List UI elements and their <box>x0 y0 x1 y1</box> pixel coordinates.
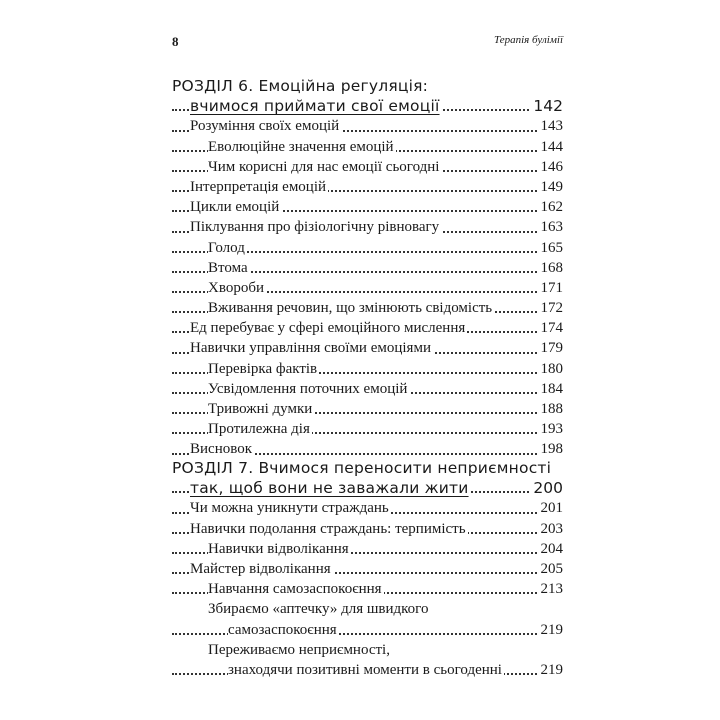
toc-entry-page: 219 <box>538 660 564 680</box>
toc-entry <box>172 579 563 599</box>
toc-entry <box>172 620 563 640</box>
toc-entry-label: Втома <box>208 259 248 276</box>
toc-entry-label: самозаспокоєння <box>228 621 337 638</box>
toc-section-6 <box>172 76 563 460</box>
page-number: 8 <box>172 34 179 49</box>
toc-entry-label: Розуміння своїх емоцій <box>190 118 340 135</box>
toc-entry <box>172 539 563 559</box>
toc-entry-label: Чим корисні для нас емоції сьогодні <box>208 158 440 175</box>
toc-entry-label: Ед перебуває у сфері емоційного мислення <box>190 320 466 337</box>
toc-entry-label: Вживання речовин, що змінюють свідомість <box>208 300 493 317</box>
section-7-title <box>172 458 563 478</box>
toc-entry-label: Майстер відволікання <box>190 560 331 577</box>
toc-entry <box>172 258 563 278</box>
toc-entry-page: 171 <box>538 278 564 298</box>
section-7-title-line1: РОЗДІЛ 7. Вчимося переносити неприємності <box>172 459 552 477</box>
toc-entry <box>172 359 563 379</box>
section-7-page: 200 <box>530 478 563 498</box>
toc-entry-page: 188 <box>538 399 564 419</box>
running-title: Терапія булімії <box>494 34 563 46</box>
toc-entry <box>172 439 563 459</box>
toc-entry <box>172 419 563 439</box>
toc-entry-page: 203 <box>538 519 564 539</box>
toc-entry-label: Піклування про фізіологічну рівновагу <box>190 219 440 236</box>
toc-entry-label: Інтерпретація емоцій <box>190 178 327 195</box>
toc-entry-page: 201 <box>538 498 564 518</box>
toc-entry-page: 144 <box>538 137 564 157</box>
toc-entry-label: Навички подолання страждань: терпимість <box>190 520 466 537</box>
toc-entry-page: 162 <box>538 197 564 217</box>
toc-entry <box>172 379 563 399</box>
toc-entry-page: 205 <box>538 559 564 579</box>
toc-entry <box>172 157 563 177</box>
toc-entry <box>172 116 563 136</box>
toc-entry <box>172 318 563 338</box>
section-6-title-line1: РОЗДІЛ 6. Емоційна регуляція: <box>172 77 429 95</box>
toc-entry-page: 180 <box>538 359 564 379</box>
toc-entry <box>172 660 563 680</box>
toc-entry <box>172 137 563 157</box>
dot-leader <box>172 633 537 635</box>
toc-entry <box>172 298 563 318</box>
toc-entry <box>172 278 563 298</box>
toc-entry <box>172 399 563 419</box>
toc-entry-page: 143 <box>538 116 564 136</box>
section-6-title <box>172 76 563 96</box>
toc-entry <box>172 217 563 237</box>
section-6-entries <box>172 116 563 459</box>
toc-entry-page: 149 <box>538 177 564 197</box>
section-6-page: 142 <box>530 96 563 116</box>
toc-entry-page: 204 <box>538 539 564 559</box>
toc-entry-page: 219 <box>538 620 564 640</box>
toc-entry <box>172 498 563 518</box>
toc-entry-label: Навчання самозаспокоєння <box>208 581 382 598</box>
toc-entry <box>172 640 563 660</box>
toc-entry-page: 193 <box>538 419 564 439</box>
toc-entry-label: Навички відволікання <box>208 540 349 557</box>
section-7-entries <box>172 498 563 680</box>
toc-entry <box>172 519 563 539</box>
toc-entry-label: Голод <box>208 239 245 256</box>
toc-entry-label: Переживаємо неприємності, <box>208 641 390 658</box>
toc-entry-page: 146 <box>538 157 564 177</box>
toc-section-7 <box>172 458 563 680</box>
toc-entry-page: 172 <box>538 298 564 318</box>
section-6-title-line2: вчимося приймати свої емоції <box>190 97 440 116</box>
toc-entry-page: 184 <box>538 379 564 399</box>
toc-entry <box>172 338 563 358</box>
toc-entry <box>172 197 563 217</box>
toc-entry-label: Перевірка фактів <box>208 360 318 377</box>
section-6-title-row2 <box>172 96 563 116</box>
toc-entry <box>172 238 563 258</box>
toc-entry-label: Збираємо «аптечку» для швидкого <box>208 601 429 618</box>
toc-entry-page: 168 <box>538 258 564 278</box>
section-7-title-row2 <box>172 478 563 498</box>
toc-entry-label: Навички управління своїми емоціями <box>190 340 431 357</box>
toc-entry-page: 179 <box>538 338 564 358</box>
toc-entry-page: 163 <box>538 217 564 237</box>
section-7-title-line2: так, щоб вони не заважали жити <box>190 479 469 498</box>
toc-entry <box>172 177 563 197</box>
toc-entry-label: Висновок <box>190 441 252 458</box>
toc-entry-label: Тривожні думки <box>208 401 313 417</box>
toc-entry-label: знаходячи позитивні моменти в сьогоденні <box>228 661 502 678</box>
toc-entry-page: 165 <box>538 238 564 258</box>
toc-entry-label: Цикли емоцій <box>190 199 280 216</box>
toc-entry <box>172 599 563 619</box>
toc-entry-label: Чи можна уникнути страждань <box>190 500 389 517</box>
toc-entry-label: Протилежна дія <box>208 421 310 438</box>
toc-entry-label: Хвороби <box>208 279 264 296</box>
toc-entry-label: Еволюційне значення емоцій <box>208 138 394 155</box>
toc-entry <box>172 559 563 579</box>
toc-entry-page: 213 <box>538 579 564 599</box>
toc-entry-label: Усвідомлення поточних емоцій <box>208 380 408 397</box>
toc-entry-page: 174 <box>538 318 564 338</box>
toc-entry-page: 198 <box>538 439 564 459</box>
